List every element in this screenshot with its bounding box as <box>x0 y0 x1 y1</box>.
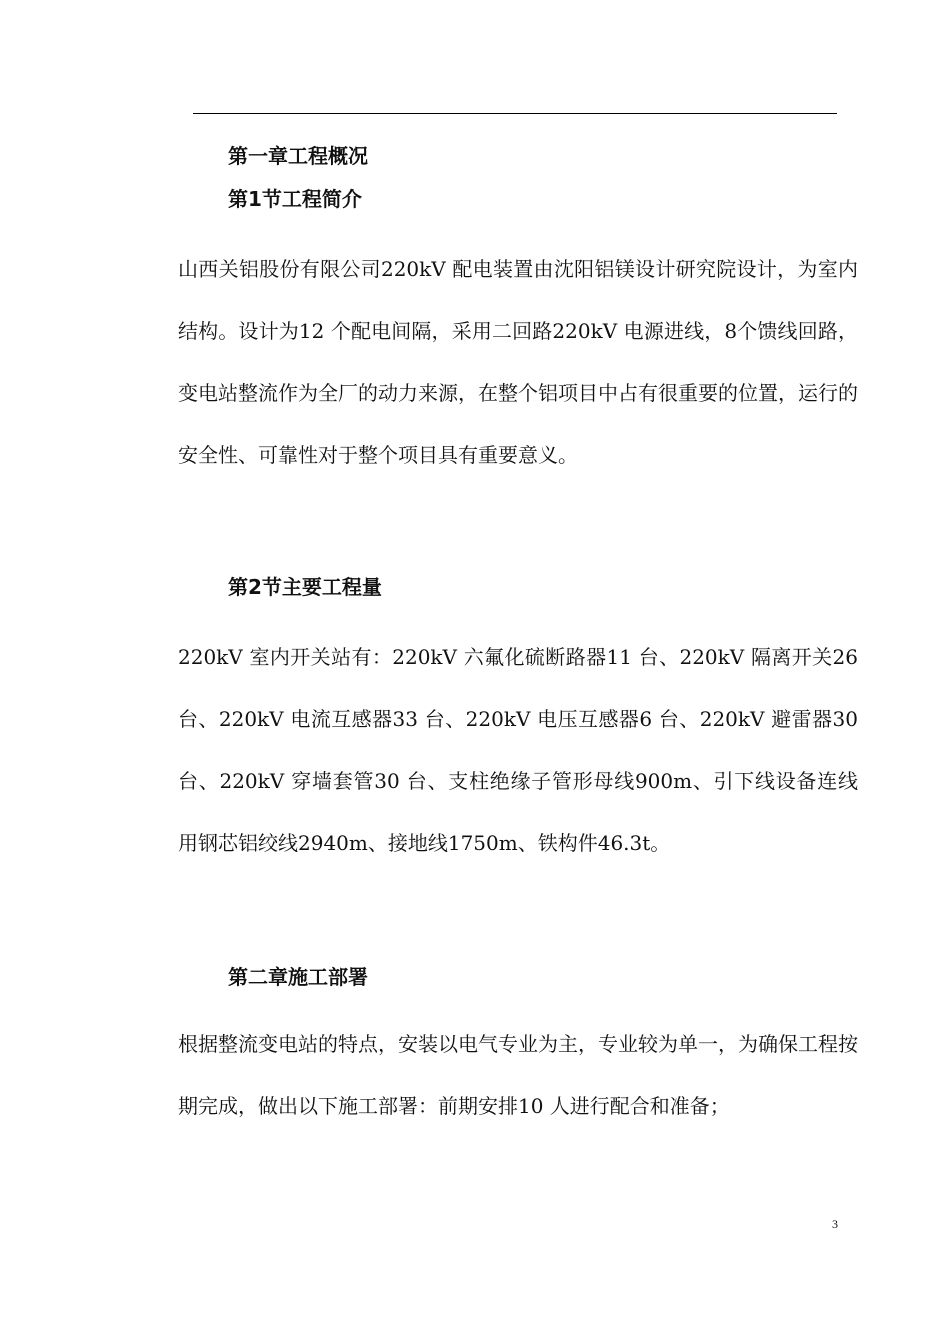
header-rule <box>193 113 837 114</box>
chapter-1-title: 第一章工程概况 <box>228 144 368 168</box>
chapter-2-title: 第二章施工部署 <box>228 965 368 989</box>
section-1-title: 第1节工程简介 <box>228 187 362 211</box>
chapter-2-paragraph: 根据整流变电站的特点，安装以电气专业为主，专业较为单一，为确保工程按期完成，做出以下施工部署：前期安排10 人进行配合和准备； <box>178 1032 858 1118</box>
section-2-paragraph: 220kV 室内开关站有：220kV 六氟化硫断路器11 台、220kV 隔离开关26 台、220kV 电流互感器33 台、220kV 电压互感器6 台、220kV 避雷器30 台、220kV 穿墙套管30 台、支柱绝缘子管形母线900m、引下线设备连线用钢芯铝绞线2940m、接地线1750m、铁构件46.3t。 <box>178 645 858 855</box>
section-2-title: 第2节主要工程量 <box>228 575 382 599</box>
section-1-paragraph: 山西关铝股份有限公司220kV 配电装置由沈阳铝镁设计研究院设计，为室内结构。设计为12 个配电间隔，采用二回路220kV 电源进线，8个馈线回路，变电站整流作为全厂的动力来源，在整个铝项目中占有很重要的位置，运行的安全性、可靠性对于整个项目具有重要意义。 <box>178 257 858 467</box>
page-number: 3 <box>832 1217 838 1231</box>
